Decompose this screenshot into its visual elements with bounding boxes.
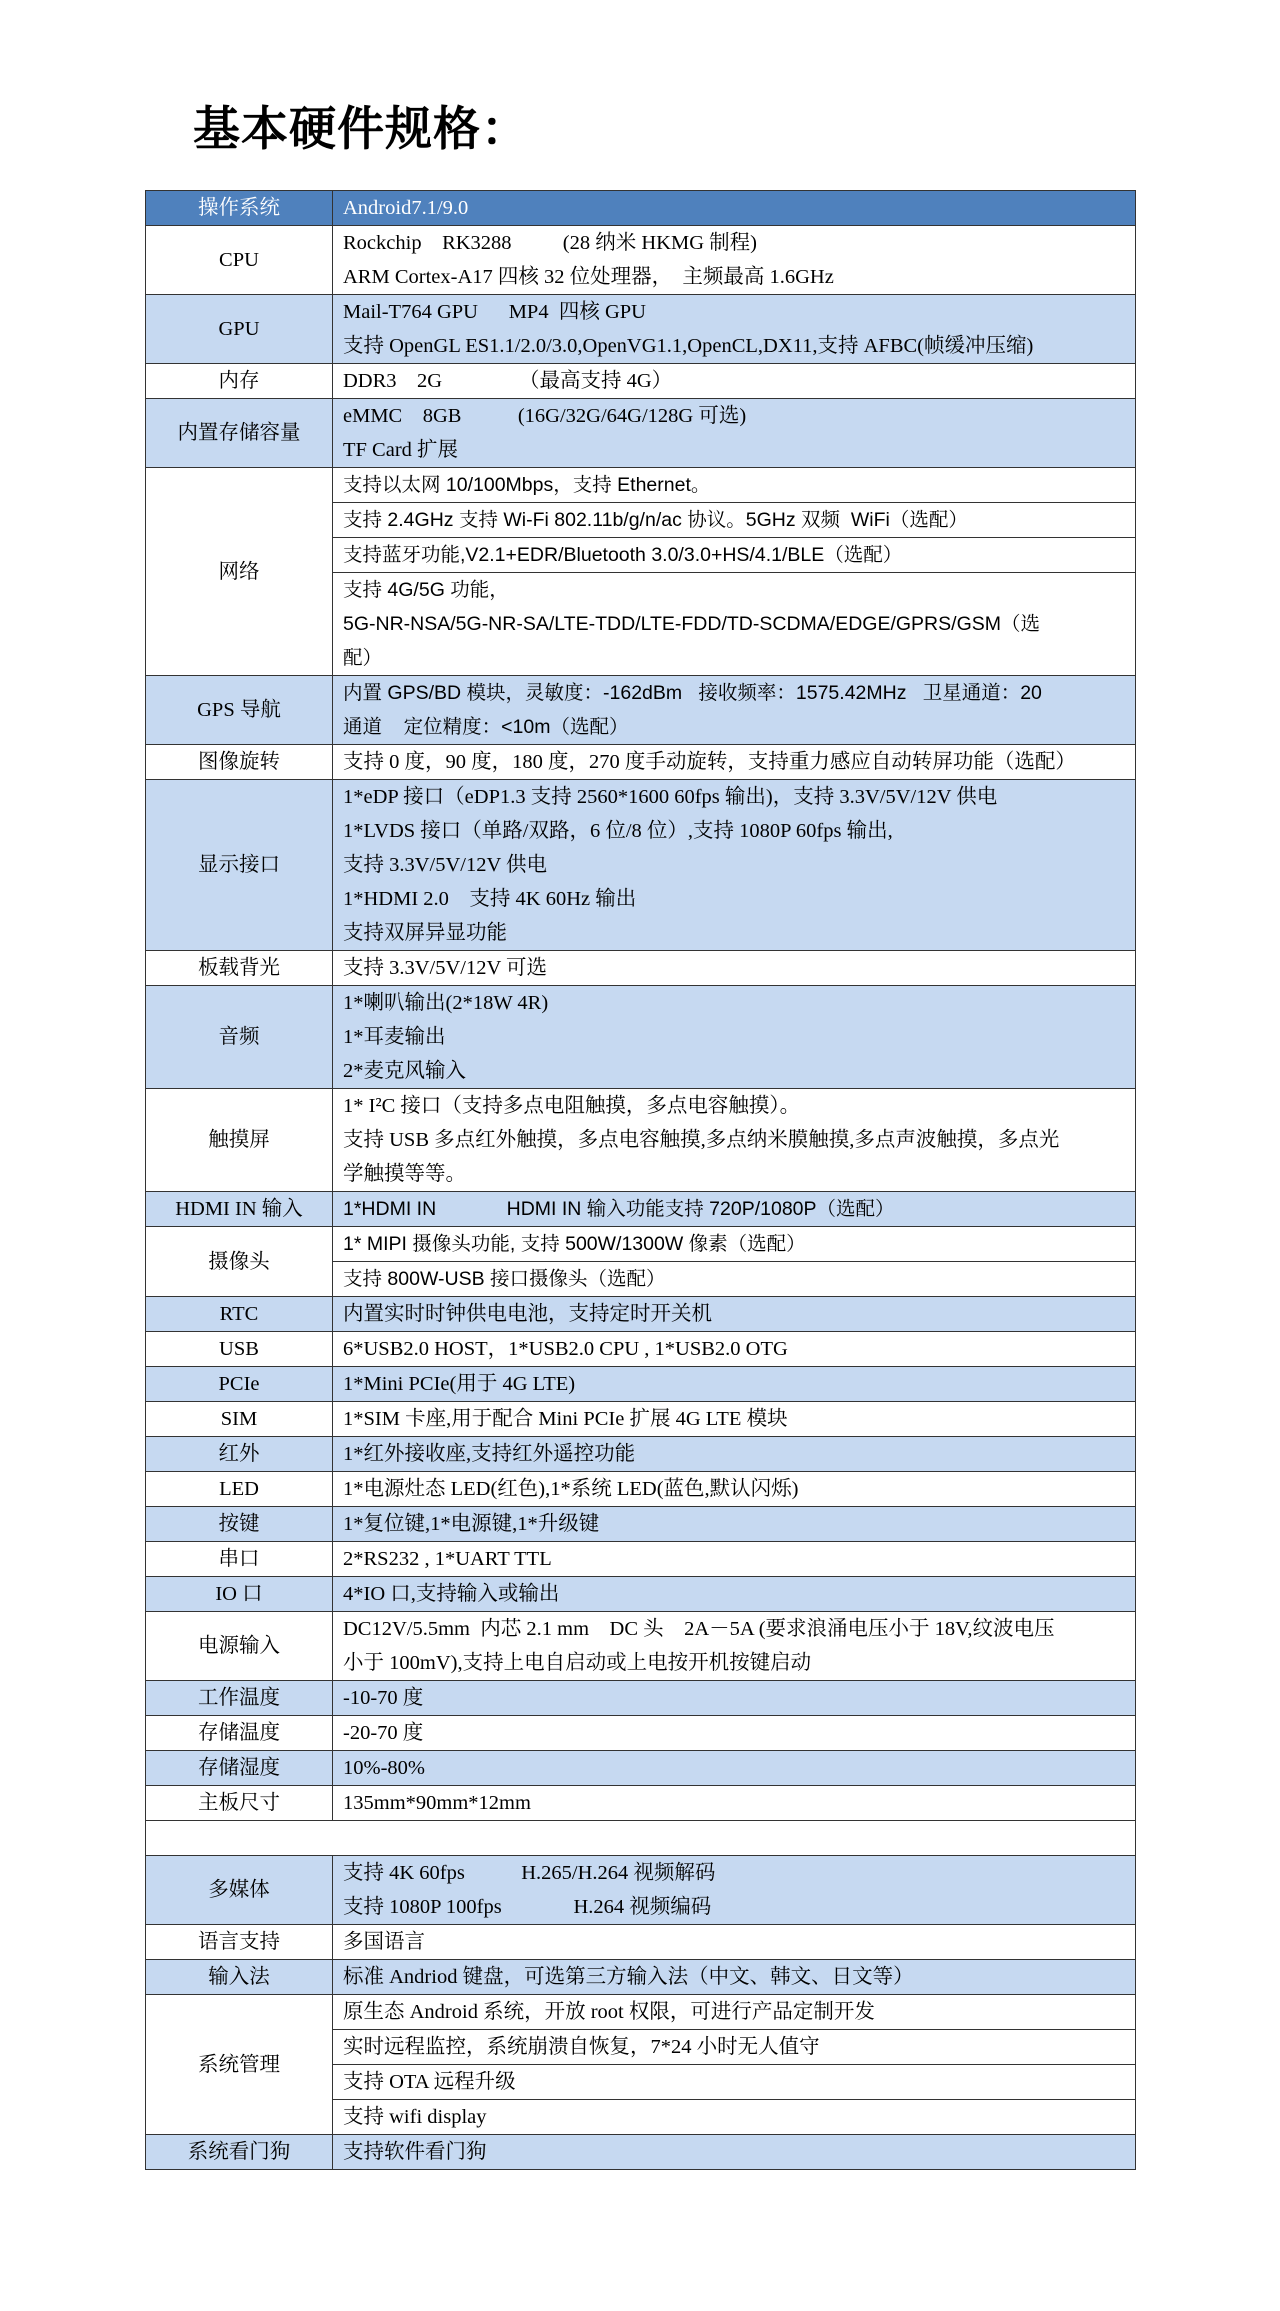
spec-value-line: 1*喇叭输出(2*18W 4R) [343,992,549,1014]
spec-value-cell [333,364,1136,399]
spec-value-cell [333,1332,1136,1367]
spec-row [146,1227,1136,1262]
spec-label: 音频 [146,986,333,1089]
spec-value-cell [333,1437,1136,1472]
spec-value-cell [333,1089,1136,1192]
spec-row [146,1472,1136,1507]
spec-value-cell [333,1192,1136,1227]
spec-value-line: 支持蓝牙功能,V2.1+EDR/Bluetooth 3.0/3.0+HS/4.1/BLE（选配） [343,544,903,566]
spec-value-line: 1*eDP 接口（eDP1.3 支持 2560*1600 60fps 输出)，支持 3.3V/5V/12V 供电 [343,786,998,808]
spec-table-body [146,191,1136,2170]
spec-value-line: 135mm*90mm*12mm [343,1792,531,1814]
spec-value-cell [333,1367,1136,1402]
spec-value-cell [333,2065,1136,2100]
spec-value-line: 支持 USB 多点红外触摸，多点电容触摸,多点纳米膜触摸,多点声波触摸，多点光 [343,1129,1060,1151]
spec-value-line: 支持 3.3V/5V/12V 可选 [343,957,548,979]
spec-value-line: 小于 100mV),支持上电自启动或上电按开机按键启动 [343,1652,812,1674]
spec-value-line: 支持 0 度，90 度，180 度，270 度手动旋转，支持重力感应自动转屏功能（选配） [343,751,1076,773]
spec-value-line: 1*HDMI 2.0 支持 4K 60Hz 输出 [343,888,637,910]
spec-label: 系统管理 [146,1995,333,2135]
spec-row [146,676,1136,745]
spec-row [146,1960,1136,1995]
spec-row [146,1402,1136,1437]
spec-value-cell [333,676,1136,745]
spec-label: 触摸屏 [146,1089,333,1192]
spec-value-line: 1*HDMI IN HDMI IN 输入功能支持 720P/1080P（选配） [343,1198,895,1220]
spec-label: PCIe [146,1367,333,1402]
spec-row-blank [146,1821,1136,1856]
spec-label: 内置存储容量 [146,399,333,468]
spec-value-cell [333,1960,1136,1995]
spec-row [146,1367,1136,1402]
spec-row [146,986,1136,1089]
spec-value-line: 5G-NR-NSA/5G-NR-SA/LTE-TDD/LTE-FDD/TD-SCDMA/EDGE/GPRS/GSM（选 [343,613,1040,635]
spec-label: 按键 [146,1507,333,1542]
spec-value-line: 通道 定位精度：<10m（选配） [343,716,629,738]
spec-label: SIM [146,1402,333,1437]
spec-row [146,1612,1136,1681]
spec-row [146,2135,1136,2170]
spec-value-line: Android7.1/9.0 [343,197,469,219]
spec-label: 显示接口 [146,780,333,951]
spec-label: IO 口 [146,1577,333,1612]
spec-value-line: 支持 2.4GHz 支持 Wi-Fi 802.11b/g/n/ac 协议。5GHz 双频 WiFi（选配） [343,509,968,531]
spec-value-cell [333,1507,1136,1542]
spec-value-line: 支持 OTA 远程升级 [343,2071,516,2093]
spec-row [146,1681,1136,1716]
spec-value-cell [333,1716,1136,1751]
spec-value-cell [333,1402,1136,1437]
spec-label: LED [146,1472,333,1507]
spec-label: 串口 [146,1542,333,1577]
spec-row [146,468,1136,503]
spec-value-line: -10-70 度 [343,1687,424,1709]
spec-value-line: 支持 800W-USB 接口摄像头（选配） [343,1268,666,1290]
spec-value-line: 1*LVDS 接口（单路/双路，6 位/8 位）,支持 1080P 60fps 输出, [343,820,893,842]
spec-value-line: 1*耳麦输出 [343,1026,446,1048]
spec-value-line: 多国语言 [343,1931,425,1953]
spec-value-cell [333,573,1136,676]
spec-label: 输入法 [146,1960,333,1995]
spec-value-line: 学触摸等等。 [343,1163,466,1185]
spec-row [146,1751,1136,1786]
spec-row [146,1089,1136,1192]
spec-value-cell [333,1612,1136,1681]
spec-label: USB [146,1332,333,1367]
spec-value-cell [333,1995,1136,2030]
spec-row [146,1577,1136,1612]
spec-value-line: Mail-T764 GPU MP4 四核 GPU [343,301,646,323]
spec-value-line: 支持 4G/5G 功能， [343,579,509,601]
spec-value-cell [333,1786,1136,1821]
spec-value-cell [333,503,1136,538]
spec-row [146,780,1136,951]
spec-label: 板载背光 [146,951,333,986]
spec-value-line: 1*红外接收座,支持红外遥控功能 [343,1443,636,1465]
page-title: 基本硬件规格： [193,102,529,157]
spec-value-line: -20-70 度 [343,1722,424,1744]
blank-cell [146,1821,1136,1856]
spec-value-line: ARM Cortex-A17 四核 32 位处理器， 主频最高 1.6GHz [343,266,834,288]
spec-value-cell [333,1577,1136,1612]
spec-row [146,295,1136,364]
spec-label: 网络 [146,468,333,676]
spec-label: GPS 导航 [146,676,333,745]
spec-row [146,951,1136,986]
hardware-spec-table [145,190,1136,2170]
spec-value-cell [333,2100,1136,2135]
spec-row [146,226,1136,295]
spec-value-cell [333,986,1136,1089]
spec-value-line: 内置 GPS/BD 模块，灵敏度：-162dBm 接收频率：1575.42MHz 卫星通道：20 [343,682,1042,704]
spec-label: 红外 [146,1437,333,1472]
spec-label: 存储湿度 [146,1751,333,1786]
spec-value-line: DC12V/5.5mm 内芯 2.1 mm DC 头 2A－5A (要求浪涌电压小于 18V,纹波电压 [343,1618,1055,1640]
spec-row [146,1437,1136,1472]
spec-label: GPU [146,295,333,364]
spec-value-line: 支持软件看门狗 [343,2141,487,2163]
spec-row [146,1192,1136,1227]
spec-value-cell [333,1262,1136,1297]
spec-value-line: 2*麦克风输入 [343,1060,466,1082]
spec-value-line: 支持 OpenGL ES1.1/2.0/3.0,OpenVG1.1,OpenCL,DX11,支持 AFBC(帧缓冲压缩) [343,335,1034,357]
spec-value-line: 实时远程监控，系统崩溃自恢复，7*24 小时无人值守 [343,2036,820,2058]
spec-value-line: 支持 wifi display [343,2106,487,2128]
spec-value-line: 1*SIM 卡座,用于配合 Mini PCIe 扩展 4G LTE 模块 [343,1408,788,1430]
spec-value-line: 1*Mini PCIe(用于 4G LTE) [343,1373,576,1395]
spec-value-cell [333,745,1136,780]
spec-row [146,1542,1136,1577]
spec-value-cell [333,226,1136,295]
spec-label: 存储温度 [146,1716,333,1751]
spec-value-line: 内置实时时钟供电电池，支持定时开关机 [343,1303,712,1325]
spec-value-line: Rockchip RK3288 (28 纳米 HKMG 制程) [343,232,757,254]
spec-value-line: 1* MIPI 摄像头功能, 支持 500W/1300W 像素（选配） [343,1233,806,1255]
spec-row [146,1856,1136,1925]
spec-value-cell [333,1472,1136,1507]
spec-value-line: TF Card 扩展 [343,439,459,461]
spec-label: 电源输入 [146,1612,333,1681]
spec-value-cell [333,1856,1136,1925]
spec-row [146,1716,1136,1751]
spec-value-cell [333,1297,1136,1332]
spec-value-line: 1*复位键,1*电源键,1*升级键 [343,1513,600,1535]
spec-value-line: eMMC 8GB (16G/32G/64G/128G 可选) [343,405,747,427]
spec-label: HDMI IN 输入 [146,1192,333,1227]
spec-value-line: 支持双屏异显功能 [343,922,507,944]
spec-value-line: 6*USB2.0 HOST，1*USB2.0 CPU , 1*USB2.0 OTG [343,1338,788,1360]
spec-value-line: 4*IO 口,支持输入或输出 [343,1583,560,1605]
spec-row [146,1995,1136,2030]
spec-value-line: 配） [343,647,383,669]
spec-value-cell [333,2030,1136,2065]
spec-row [146,1786,1136,1821]
spec-value-line: DDR3 2G （最高支持 4G） [343,370,673,392]
spec-label: 操作系统 [146,191,333,226]
spec-value-line: 1* I²C 接口（支持多点电阻触摸，多点电容触摸）。 [343,1095,801,1117]
spec-label: RTC [146,1297,333,1332]
spec-label: 系统看门狗 [146,2135,333,2170]
spec-value-cell [333,1925,1136,1960]
spec-row [146,1332,1136,1367]
spec-value-cell [333,1681,1136,1716]
spec-label: 图像旋转 [146,745,333,780]
spec-value-cell [333,191,1136,226]
spec-value-line: 标准 Andriod 键盘，可选第三方输入法（中文、韩文、日文等） [343,1966,914,1988]
spec-label: 多媒体 [146,1856,333,1925]
spec-value-line: 1*电源灶态 LED(红色),1*系统 LED(蓝色,默认闪烁) [343,1478,799,1500]
spec-value-cell [333,1227,1136,1262]
spec-row [146,1507,1136,1542]
spec-value-cell [333,1542,1136,1577]
spec-value-cell [333,780,1136,951]
spec-value-line: 原生态 Android 系统，开放 root 权限，可进行产品定制开发 [343,2001,875,2023]
spec-label: 内存 [146,364,333,399]
spec-value-cell [333,1751,1136,1786]
spec-row [146,191,1136,226]
spec-value-line: 支持 3.3V/5V/12V 供电 [343,854,548,876]
spec-value-cell [333,295,1136,364]
spec-value-cell [333,399,1136,468]
spec-row [146,399,1136,468]
spec-row [146,364,1136,399]
spec-label: CPU [146,226,333,295]
spec-row [146,745,1136,780]
spec-row [146,1297,1136,1332]
spec-value-cell [333,2135,1136,2170]
spec-row [146,1925,1136,1960]
spec-value-line: 10%-80% [343,1757,425,1779]
spec-value-line: 2*RS232 , 1*UART TTL [343,1548,552,1570]
spec-value-cell [333,468,1136,503]
spec-label: 主板尺寸 [146,1786,333,1821]
spec-value-cell [333,538,1136,573]
spec-value-cell [333,951,1136,986]
spec-label: 语言支持 [146,1925,333,1960]
spec-value-line: 支持 1080P 100fps H.264 视频编码 [343,1896,712,1918]
spec-label: 工作温度 [146,1681,333,1716]
spec-value-line: 支持 4K 60fps H.265/H.264 视频解码 [343,1862,716,1884]
spec-label: 摄像头 [146,1227,333,1297]
spec-value-line: 支持以太网 10/100Mbps，支持 Ethernet。 [343,474,711,496]
